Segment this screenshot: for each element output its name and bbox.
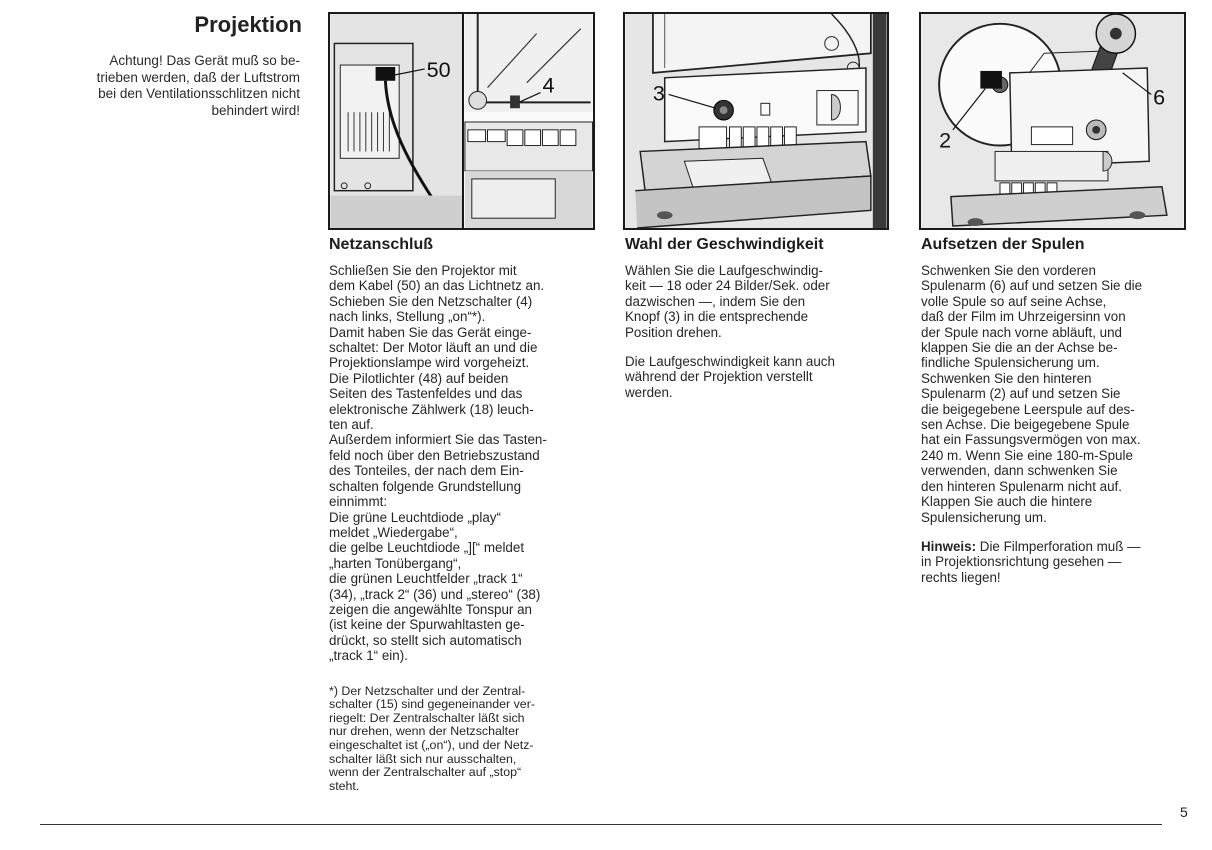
- text-line: einnimmt:: [329, 494, 388, 510]
- callout-4: 4: [542, 72, 555, 98]
- section-body: [921, 263, 1185, 525]
- text-line: Die Pilotlichter (48) auf beiden: [329, 370, 509, 386]
- text-line: drückt, so stellt sich automatisch: [329, 632, 522, 648]
- footnote-line: riegelt: Der Zentralschalter läßt sich: [329, 710, 525, 725]
- text-line: Seiten des Tastenfeldes und das: [329, 386, 523, 402]
- text-line: Wählen Sie die Laufgeschwindig-: [625, 263, 824, 278]
- text-line: 240 m. Wenn Sie eine 180-m-Spule: [921, 447, 1133, 463]
- intro-warning: [40, 53, 300, 119]
- figure-speed-selection: [623, 12, 889, 230]
- text-line: „track 1“ ein).: [329, 648, 408, 664]
- speed-selection-illustration: [625, 14, 887, 228]
- section-body-2: [625, 354, 889, 400]
- text-line: elektronische Zählwerk (18) leuch-: [329, 401, 534, 417]
- text-line: Klappen Sie auch die hintere: [921, 494, 1093, 510]
- text-line: die grünen Leuchtfelder „track 1“: [329, 571, 523, 587]
- figure-spool-mounting: [919, 12, 1186, 230]
- text-line: in Projektionsrichtung gesehen —: [921, 554, 1122, 570]
- section-body: [625, 263, 889, 340]
- page-title: Projektion: [194, 12, 302, 37]
- text-line: volle Spule so auf seine Achse,: [921, 293, 1107, 309]
- intro-line: bei den Ventilationsschlitzen nicht: [98, 86, 300, 101]
- text-line: Spulensicherung um.: [921, 509, 1047, 525]
- text-line: (34), „track 2“ (36) und „stereo“ (38): [329, 586, 541, 602]
- callout-6: 6: [1153, 84, 1166, 110]
- text-line: Damit haben Sie das Gerät einge-: [329, 324, 532, 340]
- section-spool-mounting: [921, 236, 1185, 585]
- section-speed-selection: [625, 236, 889, 400]
- text-line: Schieben Sie den Netzschalter (4): [329, 293, 533, 309]
- text-line: des Tonteiles, der nach dem Ein-: [329, 463, 524, 479]
- text-line: (ist keine der Spurwahltasten ge-: [329, 617, 525, 633]
- text-line: ten auf.: [329, 417, 374, 433]
- text-line: nach links, Stellung „on“*).: [329, 309, 486, 325]
- intro-line: Achtung! Das Gerät muß so be-: [109, 53, 300, 68]
- callout-50: 50: [426, 56, 451, 82]
- text-line: die beigegebene Leerspule auf des-: [921, 401, 1135, 417]
- footnote-line: schalter (15) sind gegeneinander ver-: [329, 697, 535, 712]
- section-heading: Wahl der Geschwindigkeit: [625, 236, 824, 253]
- hint-note: [921, 539, 1185, 585]
- text-line: dazwischen —, indem Sie den: [625, 293, 806, 309]
- figure-power-connection: [328, 12, 595, 230]
- text-line: schaltet: Der Motor läuft an und die: [329, 340, 538, 356]
- callout-2: 2: [939, 127, 952, 153]
- text-line: den hinteren Spulenarm nicht auf.: [921, 478, 1122, 494]
- page-number: 5: [1180, 804, 1188, 820]
- text-line: Die Filmperforation muß —: [976, 538, 1141, 554]
- text-line: meldet „Wiedergabe“,: [329, 524, 458, 540]
- text-line: sen Achse. Die beigegebene Spule: [921, 417, 1130, 433]
- footnote-line: nur drehen, wenn der Netzschalter: [329, 724, 520, 739]
- text-line: während der Projektion verstellt: [625, 369, 813, 385]
- footnote-line: schalter läßt sich nur ausschalten,: [329, 751, 517, 766]
- footnote-line: steht.: [329, 778, 360, 793]
- spool-mounting-illustration: [921, 14, 1184, 228]
- text-line: dem Kabel (50) an das Lichtnetz an.: [329, 278, 545, 294]
- section-heading: Aufsetzen der Spulen: [921, 236, 1085, 253]
- text-line: Außerdem informiert Sie das Tasten-: [329, 432, 547, 448]
- hint-label: Hinweis:: [921, 538, 977, 554]
- text-line: Die Laufgeschwindigkeit kann auch: [625, 354, 835, 370]
- text-line: Die grüne Leuchtdiode „play“: [329, 509, 501, 525]
- text-line: rechts liegen!: [921, 569, 1001, 585]
- text-line: Position drehen.: [625, 324, 722, 340]
- text-line: feld noch über den Betriebszustand: [329, 447, 540, 463]
- footer-rule: [40, 824, 1162, 825]
- footnote: [329, 685, 593, 794]
- callout-3: 3: [652, 80, 665, 106]
- text-line: Schwenken Sie den hinteren: [921, 370, 1092, 386]
- text-line: Spulenarm (2) auf und setzen Sie: [921, 386, 1121, 402]
- text-line: daß der Film im Uhrzeigersinn von: [921, 309, 1126, 325]
- footnote-line: eingeschaltet ist („on“), und der Netz-: [329, 737, 534, 752]
- text-line: zeigen die angewählte Tonspur an: [329, 601, 532, 617]
- text-line: Knopf (3) in die entsprechende: [625, 309, 809, 325]
- section-heading: Netzanschluß: [329, 236, 434, 253]
- text-line: „harten Tonübergang“,: [329, 555, 462, 571]
- footnote-line: *) Der Netzschalter und der Zentral-: [329, 683, 526, 698]
- text-line: Projektionslampe wird vorgeheizt.: [329, 355, 530, 371]
- intro-line: behindert wird!: [211, 102, 300, 118]
- text-line: schalten folgende Grundstellung: [329, 478, 522, 494]
- text-line: klappen Sie die an der Achse be-: [921, 340, 1118, 356]
- text-line: hat ein Fassungsvermögen von max.: [921, 432, 1141, 448]
- text-line: verwenden, dann schwenken Sie: [921, 463, 1118, 479]
- text-line: Schwenken Sie den vorderen: [921, 263, 1096, 278]
- text-line: keit — 18 oder 24 Bilder/Sek. oder: [625, 278, 830, 294]
- power-connection-illustration: [330, 14, 593, 228]
- intro-line: trieben werden, daß der Luftstrom: [96, 69, 300, 85]
- text-line: die gelbe Leuchtdiode „][“ meldet: [329, 540, 525, 556]
- section-body: [329, 263, 593, 664]
- text-line: der Spule nach vorne abläuft, und: [921, 324, 1123, 340]
- text-line: Schließen Sie den Projektor mit: [329, 263, 517, 278]
- text-line: Spulenarm (6) auf und setzen Sie die: [921, 278, 1143, 294]
- footnote-line: wenn der Zentralschalter auf „stop“: [329, 765, 522, 780]
- section-power-connection: [329, 236, 593, 793]
- text-line: findliche Spulensicherung um.: [921, 355, 1100, 371]
- text-line: werden.: [625, 384, 673, 400]
